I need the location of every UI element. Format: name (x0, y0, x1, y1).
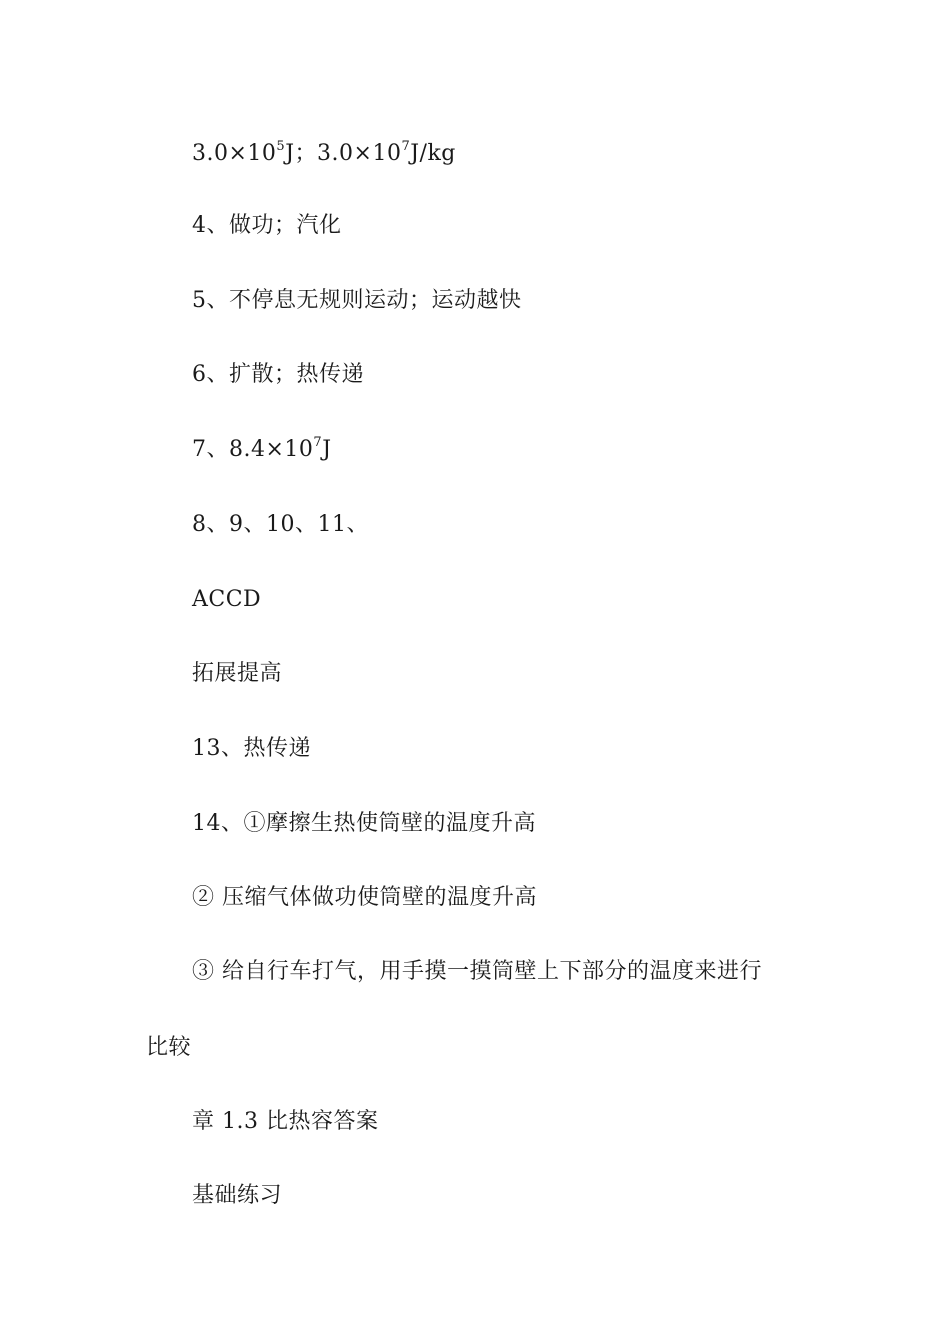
answer-line-5: 5、不停息无规则运动；运动越快 (192, 288, 522, 313)
answer-line-13: 13、热传递 (192, 736, 311, 761)
answer-line-14: 14、①摩擦生热使筒壁的温度升高 (192, 811, 536, 836)
answer-3-part-b: J；3.0×10 (285, 141, 402, 166)
answer-3-exponent-b: 7 (401, 138, 411, 154)
answer-line-14-3-continued: 比较 (146, 1035, 192, 1060)
section-heading-basic: 基础练习 (192, 1183, 283, 1208)
answer-3-exponent-a: 5 (276, 138, 286, 154)
answer-7-part-a: 7、8.4×10 (192, 437, 314, 462)
section-heading-extension: 拓展提高 (192, 661, 283, 686)
answer-line-6: 6、扩散；热传递 (192, 362, 364, 387)
answer-line-8-11: 8、9、10、11、 (192, 512, 369, 537)
answer-line-4: 4、做功；汽化 (192, 213, 342, 238)
chapter-heading: 章 1.3 比热容答案 (192, 1109, 379, 1134)
answer-7-part-b: J (322, 437, 332, 462)
answer-3-part-c: J/kg (410, 141, 456, 166)
answer-line-3 (192, 139, 456, 169)
answer-3-part-a: 3.0×10 (192, 141, 277, 166)
answer-line-choices: ACCD (192, 587, 262, 612)
answer-line-14-3: ③ 给自行车打气，用手摸一摸筒壁上下部分的温度来进行 (192, 959, 762, 984)
answer-line-14-2: ② 压缩气体做功使筒壁的温度升高 (192, 885, 537, 910)
answer-line-7 (192, 435, 332, 465)
answer-7-exponent: 7 (313, 434, 323, 450)
